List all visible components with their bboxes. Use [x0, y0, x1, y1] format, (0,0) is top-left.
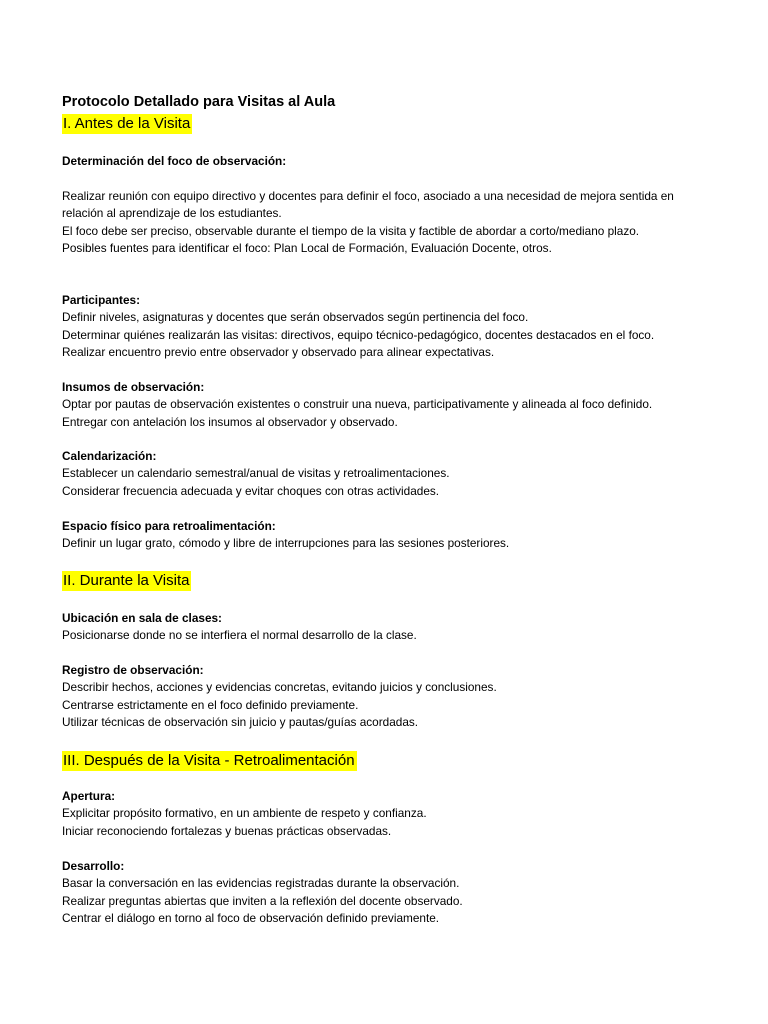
- body-line: Posicionarse donde no se interfiera el normal desarrollo de la clase.: [62, 628, 417, 643]
- body-line: Describir hechos, acciones y evidencias concretas, evitando juicios y conclusiones.: [62, 680, 497, 695]
- block-desarrollo: [62, 858, 722, 928]
- block-determinacion-foco: [62, 153, 722, 257]
- subheading: Participantes:: [62, 293, 141, 307]
- body-line: Explicitar propósito formativo, en un ambiente de respeto y confianza.: [62, 806, 427, 821]
- subheading: Espacio físico para retroalimentación:: [62, 519, 276, 533]
- body-line: Iniciar reconociendo fortalezas y buenas prácticas observadas.: [62, 823, 392, 838]
- body-line: Centrarse estrictamente en el foco definido previamente.: [62, 697, 359, 712]
- body-line: Considerar frecuencia adecuada y evitar choques con otras actividades.: [62, 483, 440, 498]
- body-line: Centrar el diálogo en torno al foco de observación definido previamente.: [62, 911, 440, 926]
- body-line: Definir un lugar grato, cómodo y libre de interrupciones para las sesiones posteriores.: [62, 536, 510, 551]
- block-apertura: [62, 788, 722, 840]
- subheading: Calendarización:: [62, 449, 157, 463]
- body-line: El foco debe ser preciso, observable durante el tiempo de la visita y factible de abordar a corto/mediano plazo.: [62, 223, 640, 238]
- section-heading-despues: [62, 751, 357, 771]
- body-line: Realizar preguntas abiertas que inviten a la reflexión del docente observado.: [62, 893, 463, 908]
- document-title: Protocolo Detallado para Visitas al Aula: [62, 94, 336, 110]
- highlighted-heading: III. Después de la Visita - Retroalimentación: [63, 752, 355, 769]
- section-heading-durante: [62, 571, 191, 591]
- highlighted-heading: I. Antes de la Visita: [63, 115, 191, 132]
- subheading: Insumos de observación:: [62, 380, 205, 394]
- body-line: Determinar quiénes realizarán las visitas: directivos, equipo técnico-pedagógico, docentes destacados en el foco.: [62, 327, 655, 342]
- block-registro: [62, 662, 722, 732]
- body-line: Utilizar técnicas de observación sin juicio y pautas/guías acordadas.: [62, 715, 419, 730]
- block-participantes: [62, 292, 722, 362]
- body-line: Optar por pautas de observación existentes o construir una nueva, participativamente y alineada al foco definido.: [62, 397, 653, 412]
- body-line: Realizar encuentro previo entre observador y observado para alinear expectativas.: [62, 345, 495, 360]
- body-line: Entregar con antelación los insumos al observador y observado.: [62, 414, 398, 429]
- body-line: Establecer un calendario semestral/anual de visitas y retroalimentaciones.: [62, 466, 450, 481]
- highlighted-heading: II. Durante la Visita: [63, 572, 190, 589]
- subheading: Registro de observación:: [62, 663, 204, 677]
- body-line: Definir niveles, asignaturas y docentes que serán observados según pertinencia del foco.: [62, 310, 529, 325]
- block-insumos: [62, 379, 722, 431]
- block-espacio-fisico: [62, 518, 722, 553]
- body-line: Realizar reunión con equipo directivo y docentes para definir el foco, asociado a una necesidad de mejora sentida en: [62, 188, 674, 203]
- body-line: Posibles fuentes para identificar el foco: Plan Local de Formación, Evaluación Docente, otros.: [62, 241, 552, 256]
- subheading: Determinación del foco de observación:: [62, 154, 287, 168]
- body-line: relación al aprendizaje de los estudiantes.: [62, 206, 282, 221]
- subheading: Apertura:: [62, 789, 116, 803]
- subheading: Desarrollo:: [62, 859, 125, 873]
- subheading: Ubicación en sala de clases:: [62, 611, 222, 625]
- section-heading-antes: [62, 114, 192, 134]
- body-line: Basar la conversación en las evidencias registradas durante la observación.: [62, 876, 460, 891]
- block-calendarizacion: [62, 448, 722, 500]
- block-ubicacion: [62, 610, 722, 645]
